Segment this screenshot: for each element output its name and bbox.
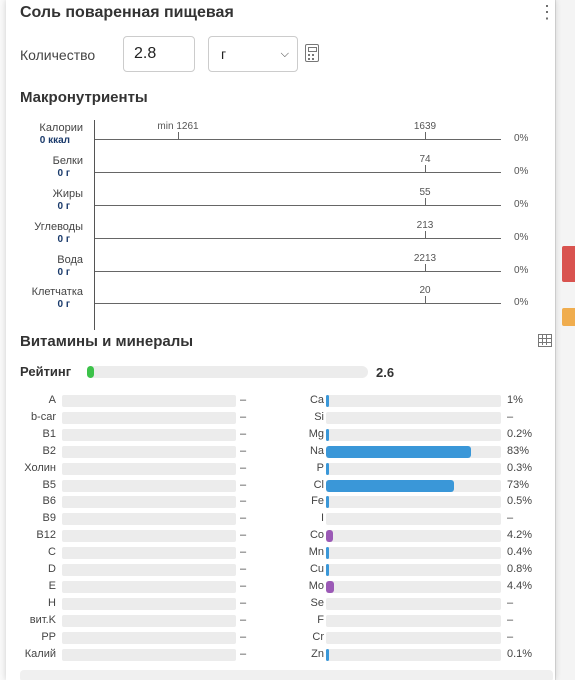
nutrient-value: –: [240, 512, 247, 525]
macro-row: [6, 219, 555, 252]
nutrient-value: –: [240, 461, 247, 474]
nutrient-row-co: [6, 527, 555, 544]
nutrient-track: [326, 446, 501, 458]
nutrient-track: [326, 412, 501, 424]
macro-target-tick: [425, 132, 426, 140]
macro-value: 0 г: [57, 299, 70, 310]
nutrient-name: B2: [42, 444, 56, 457]
nutrient-row-cl: [6, 477, 555, 494]
nutrient-name: Холин: [24, 461, 56, 474]
nutrient-row-si: [6, 409, 555, 426]
nutrient-row-na: [6, 443, 555, 460]
nutrient-value: –: [240, 630, 247, 643]
nutrient-name: A: [48, 394, 56, 406]
nutrient-name: PP: [41, 630, 56, 643]
nutrient-track: [326, 581, 501, 593]
macro-target-label: 55: [419, 187, 431, 198]
macro-name: Калории: [39, 122, 83, 134]
nutrient-value: 0.3%: [507, 461, 533, 474]
macro-min-tick: [178, 132, 179, 140]
nutrient-value: –: [240, 478, 247, 491]
nutrient-value: 0.4%: [507, 546, 533, 559]
nutrient-name: Na: [309, 444, 324, 457]
nutrient-name: вит.K: [29, 613, 56, 626]
nutrient-track: [326, 429, 501, 441]
nutrient-name: I: [320, 512, 324, 525]
rating-track: [87, 366, 368, 378]
macro-row: [6, 284, 555, 317]
nutrient-row-i: [6, 510, 555, 527]
footer-bar: [20, 670, 553, 680]
nutrient-value: –: [240, 596, 247, 609]
nutrient-row-fe: [6, 493, 555, 510]
macro-name: Углеводы: [34, 221, 83, 233]
nutrient-row-mo: [6, 578, 555, 595]
nutrient-row-f: [6, 612, 555, 629]
macro-percent: 0%: [514, 166, 529, 177]
nutrient-value: –: [507, 512, 514, 525]
macro-min-label: min 1261: [157, 121, 199, 132]
nutrient-name: Mo: [308, 579, 324, 592]
nutrient-name: Si: [314, 410, 324, 423]
macro-line: [95, 139, 501, 140]
nutrient-name: B1: [42, 427, 56, 440]
rating-fill: [87, 366, 94, 378]
nutrient-value: –: [240, 394, 247, 406]
nutrient-name: b-car: [30, 410, 56, 423]
nutrient-track: [326, 598, 501, 610]
macro-name: Вода: [57, 254, 83, 266]
nutrient-row-cr: [6, 629, 555, 646]
nutrient-value: –: [240, 427, 247, 440]
nutrient-row-p: [6, 460, 555, 477]
macro-value: 0 г: [57, 267, 70, 278]
nutrient-fill: [326, 480, 454, 492]
macro-target-label: 213: [416, 220, 434, 231]
macro-percent: 0%: [514, 133, 529, 144]
nutrient-row-cu: [6, 561, 555, 578]
nutrient-fill: [326, 496, 329, 508]
rating-value: 2.6: [376, 365, 395, 380]
nutrient-fill: [326, 429, 329, 441]
macro-row: [6, 186, 555, 219]
nutrient-track: [326, 649, 501, 661]
nutrient-name: Ca: [309, 394, 324, 406]
macro-target-tick: [425, 264, 426, 272]
quantity-input[interactable]: 2.8: [123, 36, 195, 72]
rating-label: Рейтинг: [20, 364, 72, 379]
macro-percent: 0%: [514, 199, 529, 210]
macro-row: [6, 252, 555, 285]
nutrient-value: –: [507, 410, 514, 423]
nutrient-name: Zn: [311, 647, 324, 660]
nutrient-value: –: [507, 630, 514, 643]
nutrient-row-mn: [6, 544, 555, 561]
macro-value: 0 г: [57, 234, 70, 245]
nutrient-name: B5: [42, 478, 56, 491]
nutrient-value: 4.4%: [507, 579, 533, 592]
nutrient-fill: [326, 649, 329, 661]
macro-target-tick: [425, 198, 426, 206]
nutrient-track: [326, 632, 501, 644]
nutrient-value: –: [507, 613, 514, 626]
nutrient-value: –: [240, 647, 247, 660]
macro-value: 0 ккал: [39, 135, 70, 146]
nutrient-value: –: [240, 546, 247, 559]
nutrient-row-se: [6, 595, 555, 612]
nutrient-name: Mg: [308, 427, 324, 440]
nutrient-value: 73%: [507, 478, 530, 491]
nutrient-value: 0.5%: [507, 495, 533, 508]
nutrient-fill: [326, 463, 329, 475]
macro-row: [6, 120, 555, 153]
macro-target-tick: [425, 231, 426, 239]
macro-name: Белки: [52, 155, 83, 167]
nutrient-fill: [326, 564, 329, 576]
macro-target-label: 1639: [413, 121, 437, 132]
nutrient-value: 1%: [507, 394, 523, 406]
nutrient-track: [326, 564, 501, 576]
nutrient-value: –: [240, 613, 247, 626]
background-page-right: [555, 0, 575, 680]
macro-line: [95, 238, 501, 239]
table-grid-icon[interactable]: [538, 334, 552, 347]
calculator-icon[interactable]: [305, 44, 319, 62]
macro-percent: 0%: [514, 265, 529, 276]
nutrient-track: [326, 463, 501, 475]
nutrient-value: 0.2%: [507, 427, 533, 440]
nutrient-track: [326, 480, 501, 492]
nutrient-value: –: [240, 579, 247, 592]
food-detail-panel: [6, 0, 555, 680]
unit-select-value: г: [221, 46, 227, 62]
nutrient-row-mg: [6, 426, 555, 443]
nutrient-name: Fe: [311, 495, 324, 508]
nutrient-track: [326, 395, 501, 407]
macro-name: Жиры: [52, 188, 83, 200]
macro-row: [6, 153, 555, 186]
macro-target-label: 2213: [413, 253, 437, 264]
nutrient-name: B12: [36, 529, 56, 542]
nutrient-row-zn: [6, 646, 555, 663]
macro-percent: 0%: [514, 297, 529, 308]
chevron-down-icon: ⌵: [280, 48, 289, 60]
nutrient-value: 4.2%: [507, 529, 533, 542]
macronutrients-heading: Макронутриенты: [20, 89, 148, 106]
macro-target-tick: [425, 296, 426, 304]
macro-line: [95, 303, 501, 304]
nutrient-name: Co: [309, 529, 324, 542]
nutrient-track: [326, 513, 501, 525]
macro-target-label: 20: [419, 285, 431, 296]
nutrient-name: B6: [42, 495, 56, 508]
nutrient-value: –: [240, 563, 247, 575]
nutrient-row-ca: [6, 392, 555, 409]
nutrient-value: –: [507, 596, 514, 609]
food-title: Соль поваренная пищевая: [20, 4, 234, 21]
macro-value: 0 г: [57, 201, 70, 212]
nutrient-name: H: [48, 596, 56, 609]
quantity-label: Количество: [20, 47, 96, 63]
nutrient-value: 0.1%: [507, 647, 533, 660]
macro-target-tick: [425, 165, 426, 173]
nutrient-fill: [326, 547, 329, 559]
nutrient-name: F: [317, 613, 324, 626]
nutrient-name: E: [48, 579, 56, 592]
nutrient-name: Cl: [313, 478, 324, 491]
macro-name: Клетчатка: [31, 286, 83, 298]
nutrient-value: 83%: [507, 444, 530, 457]
nutrient-name: D: [48, 563, 56, 575]
nutrient-track: [326, 496, 501, 508]
nutrient-value: –: [240, 444, 247, 457]
background-warning-badge: [562, 308, 575, 326]
nutrient-name: Mn: [308, 546, 324, 559]
nutrient-value: –: [240, 529, 247, 542]
nutrient-value: –: [240, 410, 247, 423]
macro-target-label: 74: [419, 154, 431, 165]
nutrient-name: B9: [42, 512, 56, 525]
nutrient-name: Калий: [24, 647, 56, 660]
nutrient-fill: [326, 530, 333, 542]
nutrient-name: Cu: [309, 563, 324, 575]
nutrient-value: –: [240, 495, 247, 508]
kebab-menu-icon[interactable]: ⋮: [538, 2, 556, 22]
background-red-button: [562, 246, 575, 282]
vitamins-heading: Витамины и минералы: [20, 333, 194, 350]
macro-line: [95, 271, 501, 272]
nutrient-fill: [326, 446, 471, 458]
macro-value: 0 г: [57, 168, 70, 179]
nutrient-track: [326, 530, 501, 542]
nutrient-name: Cr: [312, 630, 324, 643]
nutrient-track: [326, 547, 501, 559]
nutrient-fill: [326, 581, 334, 593]
unit-select[interactable]: [208, 36, 298, 72]
nutrient-fill: [326, 395, 329, 407]
nutrient-name: C: [48, 546, 56, 559]
macro-line: [95, 205, 501, 206]
nutrient-value: 0.8%: [507, 563, 533, 575]
macro-line: [95, 172, 501, 173]
macro-percent: 0%: [514, 232, 529, 243]
nutrient-name: P: [316, 461, 324, 474]
nutrient-name: Se: [310, 596, 324, 609]
nutrient-track: [326, 615, 501, 627]
